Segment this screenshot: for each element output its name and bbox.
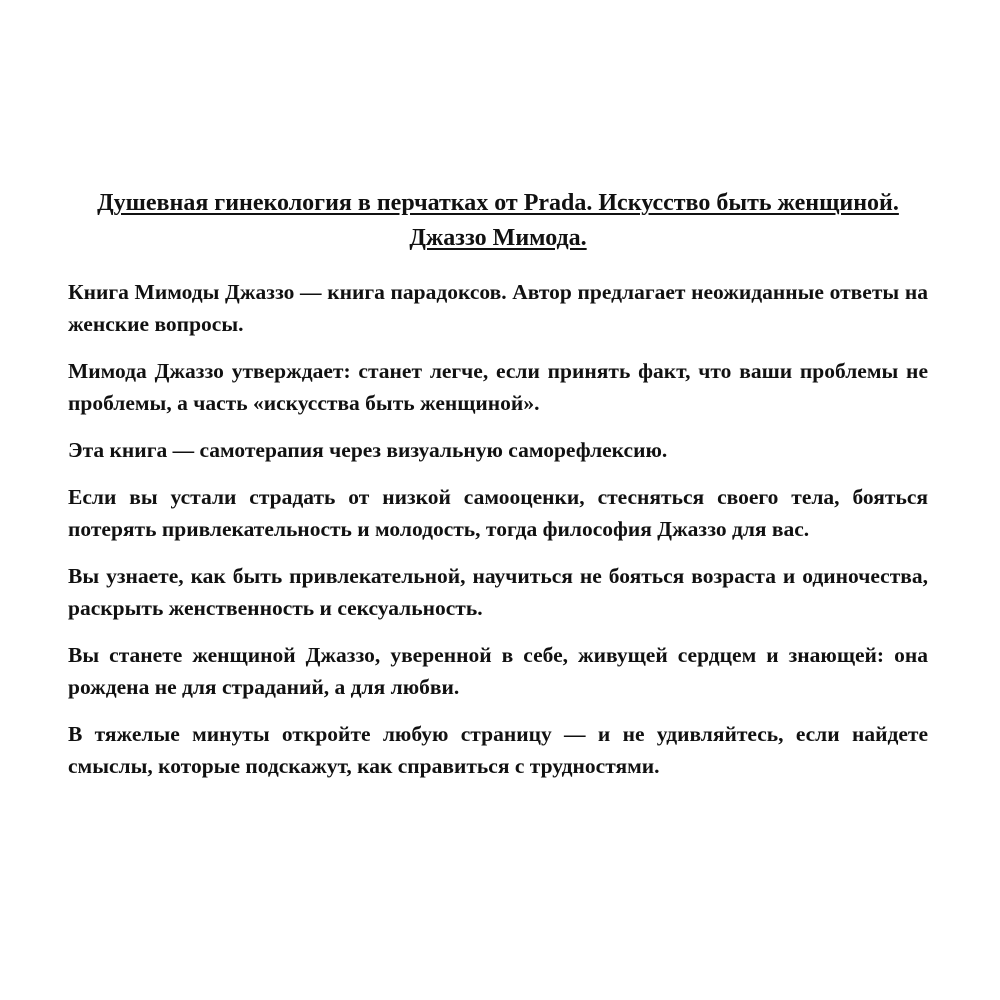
paragraph-3: Эта книга — самотерапия через визуальную саморефлексию. (68, 438, 668, 462)
document-body (68, 186, 928, 797)
paragraph-7: В тяжелые минуты откройте любую страницу — и не удивляйтесь, если найдете смыслы, которые подскажут, как справиться с трудностями. (68, 722, 928, 778)
paragraph-4: Если вы устали страдать от низкой самооценки, стесняться своего тела, бояться потерять привлекательность и молодость, тогда философия Джаззо для вас. (68, 485, 928, 541)
paragraph-2: Мимода Джаззо утверждает: станет легче, если принять факт, что ваши проблемы не проблемы, а часть «искусства быть женщиной». (68, 359, 928, 415)
paragraph-6: Вы станете женщиной Джаззо, уверенной в себе, живущей сердцем и знающей: она рождена не для страданий, а для любви. (68, 643, 928, 699)
document-title: Душевная гинекология в перчатках от Prada. Искусство быть женщиной. Джаззо Мимода. (97, 190, 899, 251)
paragraph-5: Вы узнаете, как быть привлекательной, научиться не бояться возраста и одиночества, раскрыть женственность и сексуальность. (68, 564, 928, 620)
paragraph-1: Книга Мимоды Джаззо — книга парадоксов. Автор предлагает неожиданные ответы на женские вопросы. (68, 280, 928, 336)
